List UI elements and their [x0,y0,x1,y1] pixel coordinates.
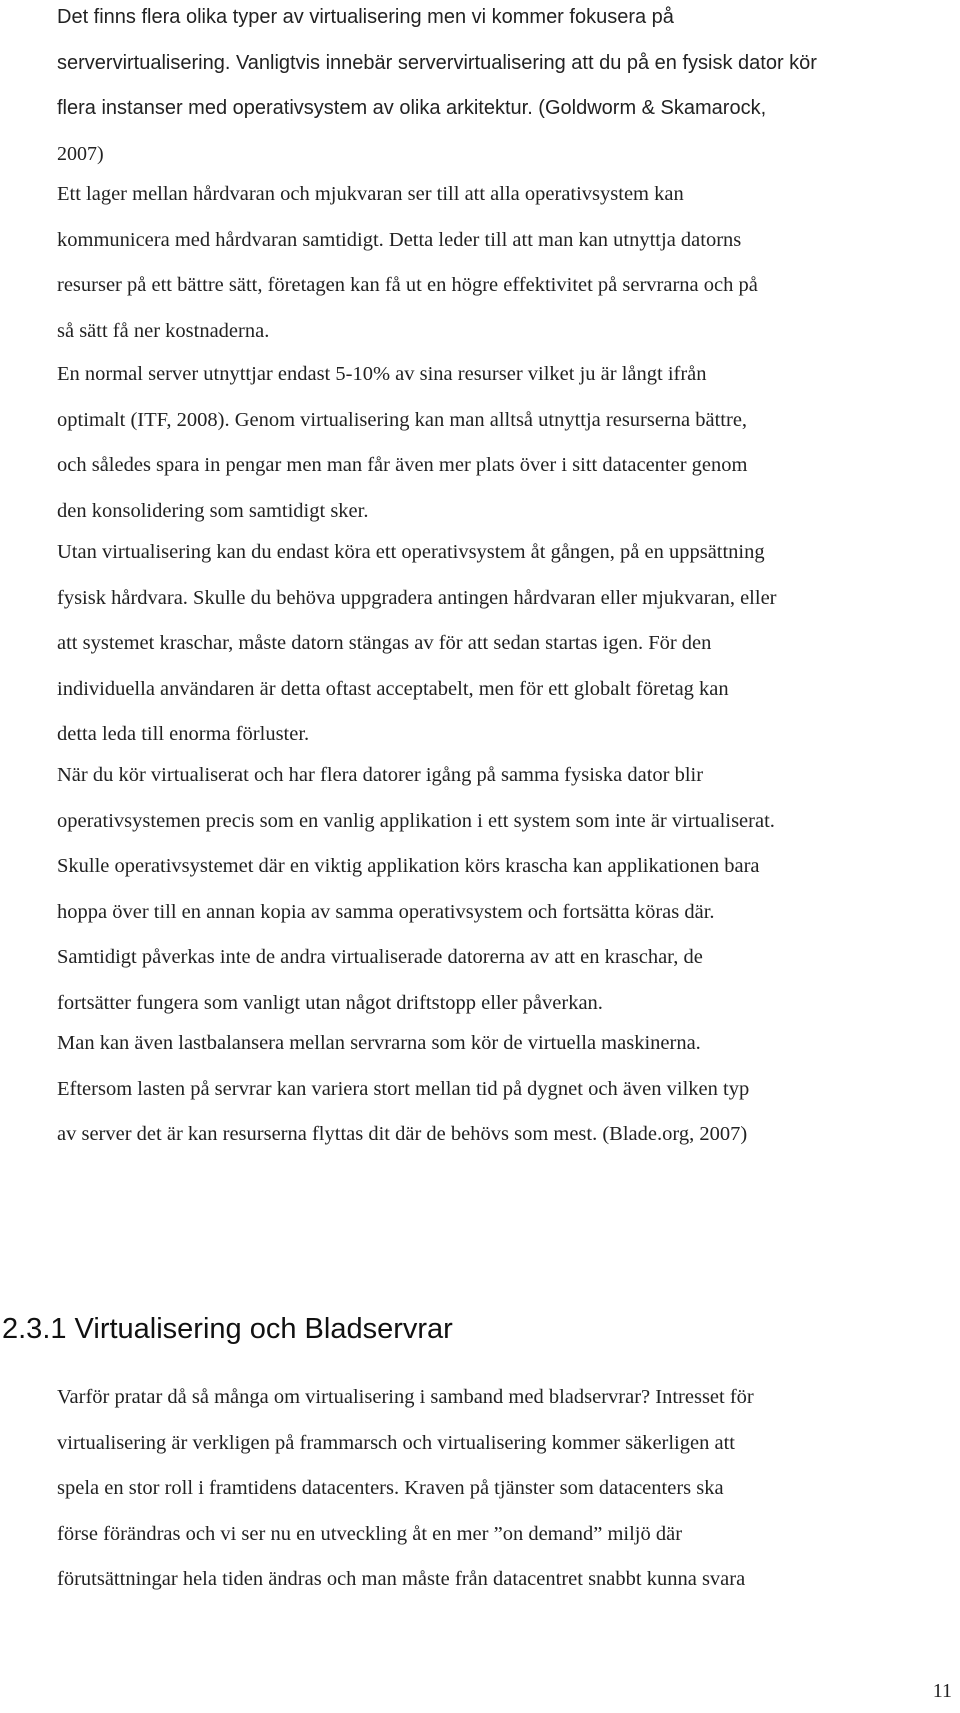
text-line: av server det är kan resurserna flyttas dit där de behövs som mest. (Blade.org, 2007) [57,1123,748,1145]
paragraph-5 [57,753,957,1026]
text-line: förse förändras och vi ser nu en utveckling åt en mer ”on demand” miljö där [57,1522,683,1545]
paragraph-4 [57,530,957,758]
text-line: 2007) [57,142,104,165]
text-line: förutsättningar hela tiden ändras och man måste från datacentret snabbt kunna svara [57,1568,746,1590]
text-line: När du kör virtualiserat och har flera datorer igång på samma fysiska dator blir [57,764,704,786]
paragraph-6 [57,1021,957,1158]
text-line: optimalt (ITF, 2008). Genom virtualisering kan man alltså utnyttja resurserna bättre, [57,408,748,431]
paragraph-3 [57,352,957,534]
page-number: 11 [932,1680,952,1702]
text-line: Det finns flera olika typer av virtualisering men vi kommer fokusera på [57,6,674,28]
text-line: att systemet kraschar, måste datorn stängas av för att sedan startas igen. För den [57,632,712,654]
section-heading: 2.3.1 Virtualisering och Bladservrar [2,1313,453,1345]
text-line: individuella användaren är detta oftast acceptabelt, men för ett globalt företag kan [57,677,729,700]
text-line: operativsystemen precis som en vanlig applikation i ett system som inte är virtualiserat. [57,809,775,832]
text-line: fysisk hårdvara. Skulle du behöva uppgradera antingen hårdvaran eller mjukvaran, eller [57,586,777,609]
text-line: servervirtualisering. Vanligtvis innebär servervirtualisering att du på en fysisk dator kör [57,51,817,74]
text-line: En normal server utnyttjar endast 5-10% av sina resurser vilket ju är långt ifrån [57,363,707,385]
text-line: Ett lager mellan hårdvaran och mjukvaran ser till att alla operativsystem kan [57,183,684,205]
text-line: den konsolidering som samtidigt sker. [57,499,369,522]
paragraph-1 [57,0,957,177]
text-line: fortsätter fungera som vanligt utan något driftstopp eller påverkan. [57,991,603,1014]
text-line: Eftersom lasten på servrar kan variera stort mellan tid på dygnet och även vilken typ [57,1077,750,1100]
text-line: Skulle operativsystemet där en viktig applikation körs krascha kan applikationen bara [57,855,760,877]
text-line: Utan virtualisering kan du endast köra ett operativsystem åt gången, på en uppsättning [57,541,765,563]
text-line: hoppa över till en annan kopia av samma operativsystem och fortsätta köras där. [57,900,715,923]
text-line: Man kan även lastbalansera mellan servrarna som kör de virtuella maskinerna. [57,1032,701,1054]
text-line: Samtidigt påverkas inte de andra virtualiserade datorerna av att en kraschar, de [57,946,703,968]
text-line: kommunicera med hårdvaran samtidigt. Detta leder till att man kan utnyttja datorns [57,228,742,251]
text-line: flera instanser med operativsystem av olika arkitektur. (Goldworm & Skamarock, [57,97,767,119]
text-line: spela en stor roll i framtidens datacenters. Kraven på tjänster som datacenters ska [57,1477,724,1499]
text-line: virtualisering är verkligen på frammarsch och virtualisering kommer säkerligen att [57,1431,735,1454]
text-line: Varför pratar då så många om virtualisering i samband med bladservrar? Intresset för [57,1386,754,1408]
text-line: detta leda till enorma förluster. [57,723,310,745]
text-line: så sätt få ner kostnaderna. [57,319,270,342]
text-line: och således spara in pengar men man får även mer plats över i sitt datacenter genom [57,454,748,476]
paragraph-7 [57,1375,957,1603]
paragraph-2 [57,172,957,354]
text-line: resurser på ett bättre sätt, företagen kan få ut en högre effektivitet på servrarna och på [57,274,758,296]
